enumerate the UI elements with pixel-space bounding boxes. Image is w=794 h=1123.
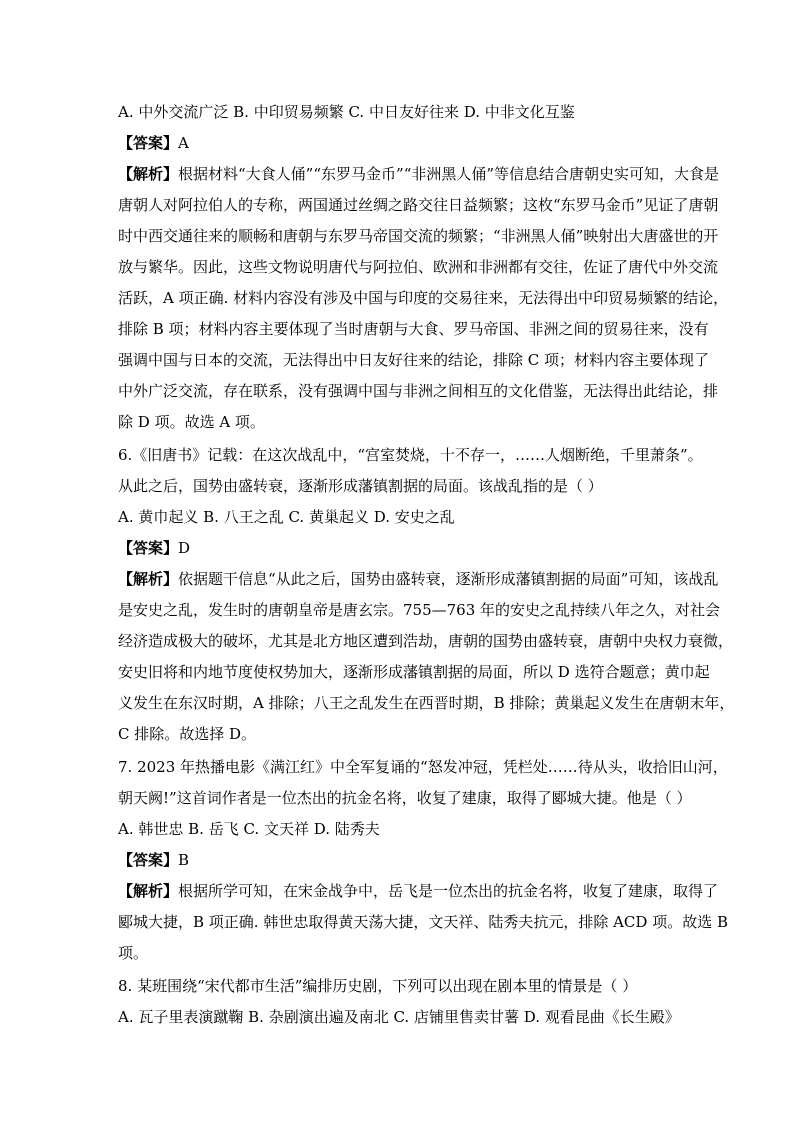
section-label: 【解析】 [118,570,179,588]
q5-analysis-line: 时中西交通往来的顺畅和唐朝与东罗马帝国交流的频繁；“非洲黑人俑”映射出大唐盛世的开 [118,227,719,245]
q7-analysis-line: 【解析】根据所学可知，在宋金战争中，岳飞是一位杰出的抗金名将，收复了建康，取得了 [118,882,719,900]
section-label: 【解析】 [118,165,179,183]
q5-analysis-line: 活跃，A 项正确. 材料内容没有涉及中国与印度的交易往来，无法得出中印贸易频繁的结论， [118,289,729,307]
q8-options: A. 瓦子里表演蹴鞠 B. 杂剧演出遍及南北 C. 店铺里售卖甘薯 D. 观看昆曲《长生殿》 [118,1008,680,1026]
q6-analysis-line: 【解析】依据题干信息“从此之后，国势由盛转衰，逐渐形成藩镇割据的局面”可知，该战乱 [118,570,719,588]
q6-stem: 从此之后，国势由盛转衰，逐渐形成藩镇割据的局面。该战乱指的是（ ） [118,477,603,495]
q7-options: A. 韩世忠 B. 岳飞 C. 文天祥 D. 陆秀夫 [118,820,380,838]
q6-analysis-line: 是安史之乱，发生时的唐朝皇帝是唐玄宗。755—763 年的安史之乱持续八年之久，对社会 [118,601,721,619]
section-label: 【答案】 [118,539,179,557]
section-label: 【答案】 [118,134,179,152]
q6-analysis-line: 经济造成极大的破坏，尤其是北方地区遭到浩劫，唐朝的国势由盛转衰，唐朝中央权力衰微， [118,632,734,650]
q8-stem: 8. 某班围绕“宋代都市生活”编排历史剧，下列可以出现在剧本里的情景是（ ） [118,977,638,995]
q5-analysis-line: 除 D 项。故选 A 项。 [118,413,265,431]
q6-stem: 6.《旧唐书》记载：在这次战乱中，“宫室焚烧，十不存一，……人烟断绝，千里萧条”。 [118,446,703,464]
q7-answer: 【答案】B [118,851,190,869]
q6-analysis-line: C 排除。故选择 D。 [118,725,257,743]
q7-stem: 7. 2023 年热播电影《满江红》中全军复诵的“怒发冲冠，凭栏处……待从头，收拾旧山河， [118,758,728,776]
q7-stem: 朝天阙!”这首词作者是一位杰出的抗金名将，收复了建康，取得了郾城大捷。他是（ ） [118,789,692,807]
section-label: 【答案】 [118,851,179,869]
q5-analysis-line: 强调中国与日本的交流，无法得出中日友好往来的结论，排除 C 项；材料内容主要体现了 [118,351,710,369]
q6-options: A. 黄巾起义 B. 八王之乱 C. 黄巢起义 D. 安史之乱 [118,508,455,526]
q5-analysis-line: 【解析】根据材料“大食人俑”“东罗马金币”“非洲黑人俑”等信息结合唐朝史实可知，大食是 [118,165,720,183]
q7-analysis-line: 项。 [118,944,149,962]
q5-analysis-line: 排除 B 项；材料内容主要体现了当时唐朝与大食、罗马帝国、非洲之间的贸易往来，没有 [118,320,709,338]
q6-answer: 【答案】D [118,539,191,557]
section-label: 【解析】 [118,882,179,900]
q5-analysis-line: 放与繁华。因此，这些文物说明唐代与阿拉伯、欧洲和非洲都有交往，佐证了唐代中外交流 [118,258,719,276]
q6-analysis-line: 义发生在东汉时期，A 排除；八王之乱发生在西晋时期，B 排除；黄巢起义发生在唐朝末年， [118,694,735,712]
q5-options: A. 中外交流广泛 B. 中印贸易频繁 C. 中日友好往来 D. 中非文化互鉴 [118,103,575,121]
q5-analysis-line: 中外广泛交流，存在联系，没有强调中国与非洲之间相互的文化借鉴，无法得出此结论，排 [118,382,719,400]
q7-analysis-line: 郾城大捷，B 项正确. 韩世忠取得黄天荡大捷，文天祥、陆秀夫抗元，排除 ACD 项。故选 B [118,913,728,931]
q6-analysis-line: 安史旧将和内地节度使权势加大，逐渐形成藩镇割据的局面，所以 D 选符合题意；黄巾起 [118,663,710,681]
q5-analysis-line: 唐朝人对阿拉伯人的专称，两国通过丝绸之路交往日益频繁；这枚“东罗马金币”见证了唐朝 [118,196,719,214]
q5-answer: 【答案】A [118,134,189,152]
